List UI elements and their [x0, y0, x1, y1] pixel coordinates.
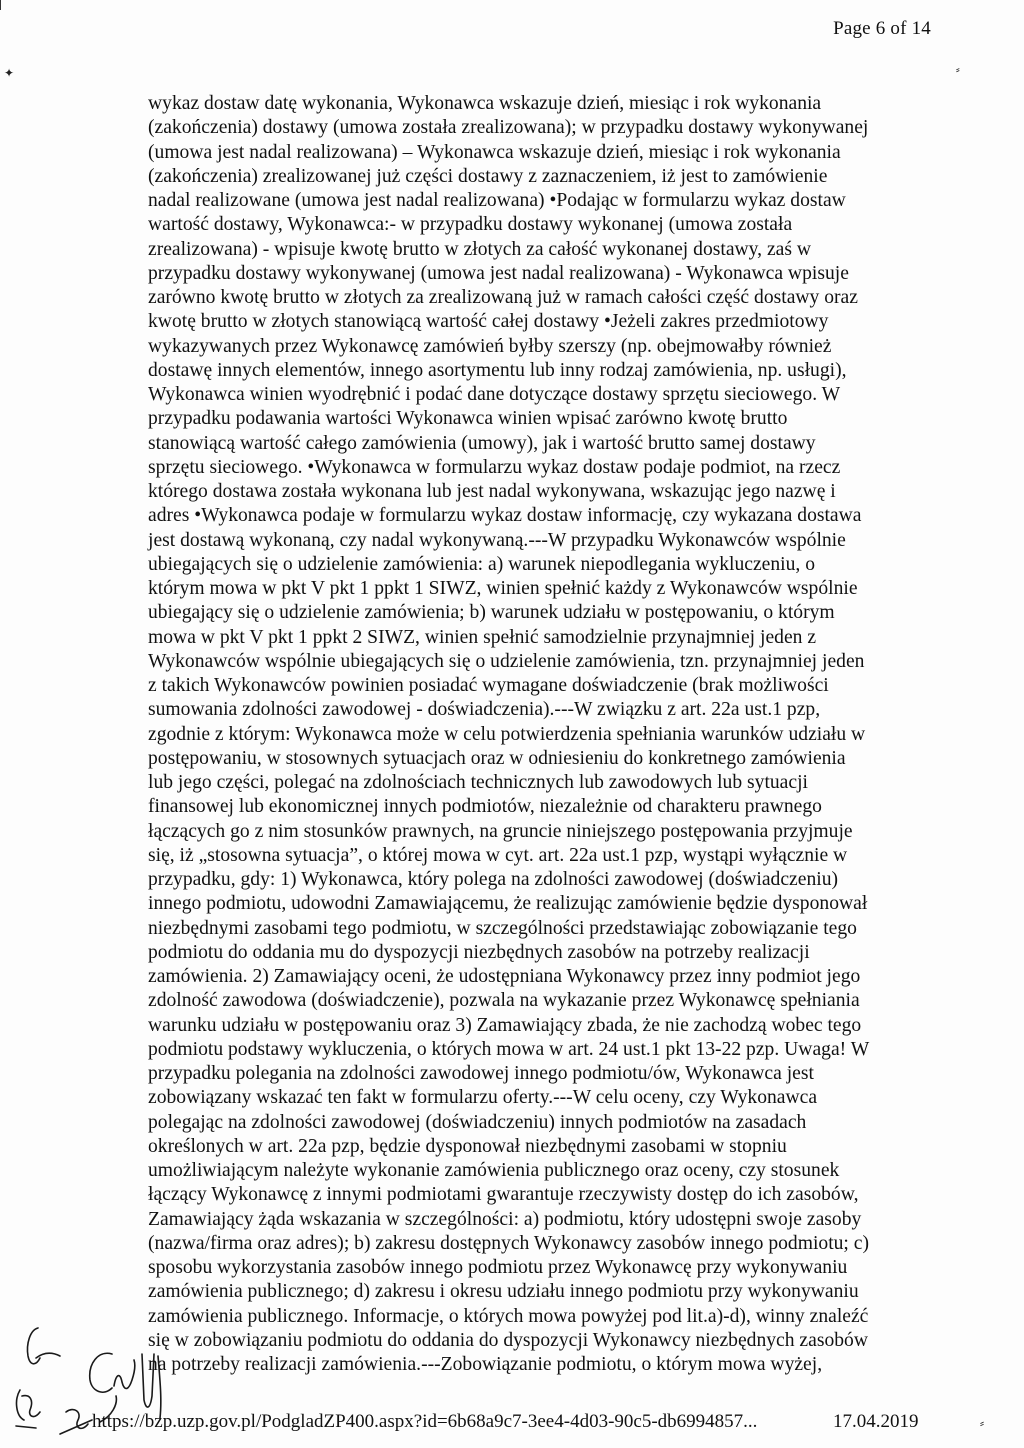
page-number: Page 6 of 14 — [833, 18, 931, 39]
text-line: wartość dostawy, Wykonawca:- w przypadku dostawy wykonanej (umowa została — [148, 214, 793, 236]
text-line: zdolność zawodowa (doświadczenie), pozwala na wykazanie przez Wykonawcę spełniania — [148, 990, 860, 1012]
text-line: (umowa jest nadal realizowana) – Wykonawca wskazuje dzień, miesiąc i rok wykonania — [148, 141, 841, 163]
signature-stroke-loop — [142, 1354, 161, 1418]
text-line: adres •Wykonawca podaje w formularzu wykaz dostaw informację, czy wykazana dostawa — [148, 505, 862, 527]
text-line: zrealizowana) - wpisuje kwotę brutto w złotych za całość wykonanej dostawy, zaś w — [148, 238, 812, 260]
text-line: finansowej lub ekonomicznej innych podmiotów, niezależnie od charakteru prawnego — [148, 796, 822, 818]
text-line: łączących go z nim stosunków prawnych, na gruncie niniejszego postępowania przyjmuje — [148, 820, 853, 842]
text-line: warunku udziału w postępowaniu oraz 3) Zamawiający zbada, że nie zachodzą wobec tego — [148, 1014, 862, 1036]
text-line: innego podmiotu, udowodni Zamawiającemu, że realizując zamówienie będzie dysponował — [148, 893, 868, 915]
text-line: (zakończenia) zrealizowanej już części dostawy z zaznaczeniem, iż jest to zamówienie — [148, 165, 828, 187]
text-line: zamówienia. 2) Zamawiający oceni, że udostępniana Wykonawcy przez inny podmiot jego — [148, 966, 861, 987]
text-line: się, iż „stosowna sytuacja”, o której mowa w cyt. art. 22a ust.1 pzp, wystąpi wyłącznie w — [148, 844, 848, 866]
scan-artifact-bullet: ✦ — [4, 66, 15, 80]
text-line: przypadku podawania wartości Wykonawca winien wpisać zarówno kwotę brutto — [148, 408, 788, 430]
text-line: wykazywanych przez Wykonawcę zamówień byłby szerszy (np. obejmowałby również — [148, 335, 832, 357]
text-line: ubiegających się o udzielenie zamówienia: a) warunek niepodlegania wykluczeniu, o — [148, 553, 816, 575]
text-line: na potrzeby realizacji zamówienia.---Zobowiązanie podmiotu, o którym mowa wyżej, — [148, 1354, 823, 1375]
text-line: zamówienia publicznego; d) zakresu i okresu udziału innego podmiotu przy wykonywaniu — [148, 1281, 859, 1303]
document-body-text — [148, 92, 918, 1377]
text-line: Wykonawców wspólnie ubiegających się o udzielenie zamówienia, tzn. przynajmniej jeden — [148, 650, 865, 672]
text-line: sposobu wykorzystania zasobów innego podmiotu przez Wykonawcę przy wykonywaniu — [148, 1257, 848, 1278]
text-line: polegając na zdolności zawodowej (doświadczeniu) innych podmiotów na zasadach — [148, 1111, 807, 1133]
text-line: Wykonawca winien wyodrębnić i podać dane dotyczące dostawy sprzętu sieciowego. W — [148, 384, 841, 405]
text-line: ubiegający się o udzielenie zamówienia; b) warunek udziału w postępowaniu, o którym — [148, 602, 835, 624]
text-line: wykaz dostaw datę wykonania, Wykonawca wskazuje dzień, miesiąc i rok wykonania — [148, 93, 822, 114]
text-line: sprzętu sieciowego. •Wykonawca w formularzu wykaz dostaw podaje podmiot, na rzecz — [148, 456, 841, 478]
text-line: zarówno kwotę brutto w złotych za zrealizowaną już w ramach całości część dostawy oraz — [148, 287, 858, 308]
text-line: zamówienia publicznego. Informacje, o których mowa powyżej pod lit.a)-d), winny znaleźć — [148, 1305, 869, 1327]
text-line: przypadku dostawy wykonywanej (umowa jest nadal realizowana) - Wykonawca wpisuje — [148, 262, 849, 284]
footer-print-date: 17.04.2019 — [833, 1411, 919, 1432]
text-line: podmiotu podstawy wykluczenia, o których mowa w art. 24 ust.1 pkt 13-22 pzp. Uwaga! W — [148, 1038, 870, 1060]
text-line: jest dostawą wykonaną, czy nadal wykonywaną.---W przypadku Wykonawców wspólnie — [148, 529, 846, 551]
text-line: zgodnie z którym: Wykonawca może w celu potwierdzenia spełniania warunków udziału w — [148, 723, 866, 745]
text-line: łączący Wykonawcę z innymi podmiotami gwarantuje rzeczywisty dostęp do ich zasobów, — [148, 1184, 859, 1206]
signature-stroke-main — [90, 1353, 135, 1392]
signature-stroke-tail — [60, 1410, 92, 1434]
signature-stroke-initial — [27, 1328, 60, 1364]
scan-artifact-mark: ⸗ — [956, 64, 960, 76]
text-line: zobowiązany wskazać ten fakt w formularzu oferty.---W celu oceny, czy Wykonawca — [148, 1087, 818, 1109]
text-line: stanowiącą wartość całego zamówienia (umowy), jak i wartość brutto samej dostawy — [148, 432, 816, 454]
text-line: się w zobowiązaniu podmiotu do oddania do dyspozycji Wykonawcy niezbędnych zasobów — [148, 1329, 868, 1351]
signature-stroke-paraph — [16, 1390, 40, 1428]
text-line: (zakończenia) dostawy (umowa została zrealizowana); w przypadku dostawy wykonywanej — [148, 117, 869, 139]
text-line: określonych w art. 22a pzp, będzie dysponował niezbędnymi zasobami w stopniu — [148, 1135, 787, 1157]
text-line: przypadku polegania na zdolności zawodowej innego podmiotu/ów, Wykonawca jest — [148, 1063, 814, 1084]
text-line: umożliwiającym należyte wykonanie zamówienia publicznego oraz oceny, czy stosunek — [148, 1160, 840, 1181]
scan-artifact-corner-mark: ⸗ — [980, 1416, 984, 1430]
footer-source-url: https://bzp.uzp.gov.pl/PodgladZP400.aspx?id=6b68a9c7-3ee4-4d03-90c5-db6994857... — [92, 1411, 758, 1432]
text-line: sumowania zdolności zawodowej - doświadczenia).---W związku z art. 22a ust.1 pzp, — [148, 699, 821, 721]
text-line: którym mowa w pkt V pkt 1 ppkt 1 SIWZ, winien spełnić każdy z Wykonawców wspólnie — [148, 578, 858, 599]
text-line: podmiotu do oddania mu do dyspozycji niezbędnych zasobów na potrzeby realizacji — [148, 941, 810, 963]
text-line: Zamawiający żąda wskazania w szczególności: a) podmiotu, który udostępni swoje zasoby — [148, 1208, 862, 1230]
text-line: postępowaniu, w stosownych sytuacjach oraz w odniesieniu do konkretnego zamówienia — [148, 747, 846, 769]
scan-artifact-tick — [0, 0, 1, 10]
text-line: (nazwa/firma oraz adres); b) zakresu dostępnych Wykonawcy zasobów innego podmiotu; c) — [148, 1232, 869, 1254]
text-line: przypadku, gdy: 1) Wykonawca, który polega na zdolności zawodowej (doświadczeniu) — [148, 869, 839, 890]
text-line: mowa w pkt V pkt 1 ppkt 2 SIWZ, winien spełnić samodzielnie przynajmniej jeden z — [148, 626, 817, 648]
text-line: którego dostawa została wykonana lub jest nadal wykonywana, wskazując jego nazwę i — [148, 481, 836, 502]
text-line: niezbędnymi zasobami tego podmiotu, w szczególności przedstawiając zobowiązanie tego — [148, 917, 857, 939]
text-line: z takich Wykonawców powinien posiadać wymagane doświadczenie (brak możliwości — [148, 675, 829, 696]
text-line: lub jego części, polegać na zdolnościach technicznych lub zawodowych lub sytuacji — [148, 772, 808, 793]
text-line: nadal realizowane (umowa jest nadal realizowana) •Podając w formularzu wykaz dostaw — [148, 190, 846, 211]
text-line: kwotę brutto w złotych stanowiącą wartość całej dostawy •Jeżeli zakres przedmiotowy — [148, 311, 829, 333]
text-line: dostawę innych elementów, innego asortymentu lub inny rodzaj zamówienia, np. usługi), — [148, 359, 847, 381]
